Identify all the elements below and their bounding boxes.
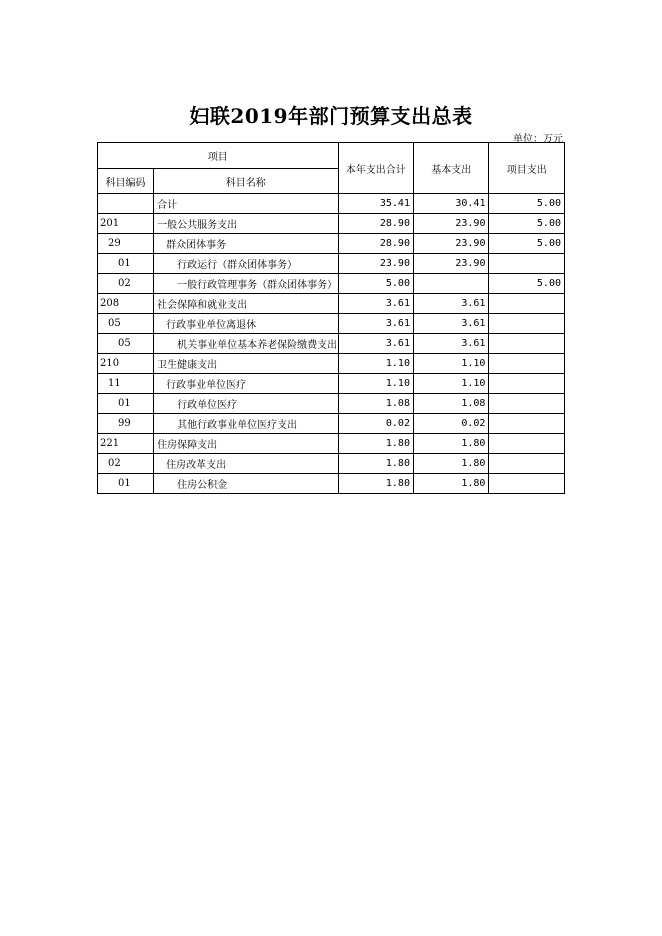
cell-name: 一般公共服务支出 [154,214,338,234]
table-row [98,214,565,234]
cell-code: 01 [98,394,154,414]
cell-name: 合计 [154,194,338,214]
cell-code: 210 [98,354,154,374]
table-row [98,314,565,334]
table-row [98,294,565,314]
cell-project: 5.00 [489,234,565,254]
cell-total: 1.10 [338,354,413,374]
cell-project [489,294,565,314]
table-row [98,194,565,214]
cell-project [489,474,565,494]
header-project: 项目支出 [489,143,565,194]
cell-name: 其他行政事业单位医疗支出 [154,414,338,434]
cell-code: 02 [98,274,154,294]
cell-project [489,254,565,274]
cell-code: 02 [98,454,154,474]
cell-name: 行政运行（群众团体事务） [154,254,338,274]
table-row [98,454,565,474]
cell-total: 5.00 [338,274,413,294]
cell-project [489,454,565,474]
cell-code: 01 [98,474,154,494]
table-row [98,374,565,394]
cell-name: 一般行政管理事务（群众团体事务） [154,274,338,294]
table-row [98,394,565,414]
cell-name: 住房改革支出 [154,454,338,474]
cell-code: 11 [98,374,154,394]
cell-basic: 1.10 [413,374,488,394]
cell-basic: 1.80 [413,454,488,474]
cell-code: 01 [98,254,154,274]
cell-total: 3.61 [338,294,413,314]
cell-basic: 1.80 [413,434,488,454]
cell-project [489,394,565,414]
cell-project [489,314,565,334]
cell-name: 卫生健康支出 [154,354,338,374]
header-name: 科目名称 [154,169,338,194]
cell-name: 机关事业单位基本养老保险缴费支出 [154,334,338,354]
cell-name: 行政单位医疗 [154,394,338,414]
cell-total: 3.61 [338,314,413,334]
cell-code: 208 [98,294,154,314]
cell-basic: 1.08 [413,394,488,414]
table-row [98,354,565,374]
cell-total: 1.08 [338,394,413,414]
table-body [98,194,565,494]
cell-name: 住房公积金 [154,474,338,494]
cell-code: 201 [98,214,154,234]
cell-total: 1.10 [338,374,413,394]
cell-code [98,194,154,214]
cell-basic: 30.41 [413,194,488,214]
cell-total: 0.02 [338,414,413,434]
cell-code: 05 [98,334,154,354]
cell-project [489,434,565,454]
cell-total: 23.90 [338,254,413,274]
cell-basic: 3.61 [413,334,488,354]
cell-project [489,374,565,394]
cell-name: 群众团体事务 [154,234,338,254]
header-basic: 基本支出 [413,143,488,194]
cell-total: 1.80 [338,474,413,494]
cell-basic: 23.90 [413,254,488,274]
cell-basic: 23.90 [413,234,488,254]
cell-code: 221 [98,434,154,454]
cell-project [489,354,565,374]
cell-code: 29 [98,234,154,254]
cell-total: 28.90 [338,214,413,234]
header-item: 项目 [98,143,339,169]
cell-project [489,414,565,434]
table-row [98,434,565,454]
budget-table [97,142,565,494]
cell-total: 35.41 [338,194,413,214]
cell-project: 5.00 [489,194,565,214]
table-row [98,274,565,294]
cell-name: 行政事业单位医疗 [154,374,338,394]
cell-basic: 3.61 [413,314,488,334]
header-row-1 [98,143,565,169]
cell-basic: 1.10 [413,354,488,374]
cell-project: 5.00 [489,274,565,294]
table-row [98,414,565,434]
cell-project [489,334,565,354]
cell-name: 行政事业单位离退休 [154,314,338,334]
cell-basic: 23.90 [413,214,488,234]
cell-code: 99 [98,414,154,434]
cell-total: 3.61 [338,334,413,354]
cell-basic: 0.02 [413,414,488,434]
table-row [98,234,565,254]
cell-basic [413,274,488,294]
cell-code: 05 [98,314,154,334]
cell-basic: 1.80 [413,474,488,494]
cell-name: 社会保障和就业支出 [154,294,338,314]
table-row [98,254,565,274]
header-code: 科目编码 [98,169,154,194]
unit-label: 单位：万元 [513,134,563,145]
cell-total: 28.90 [338,234,413,254]
table-row [98,474,565,494]
table-row [98,334,565,354]
cell-total: 1.80 [338,434,413,454]
page-title: 妇联2019年部门预算支出总表 [189,104,473,128]
cell-name: 住房保障支出 [154,434,338,454]
cell-project: 5.00 [489,214,565,234]
header-total: 本年支出合计 [338,143,413,194]
cell-total: 1.80 [338,454,413,474]
cell-basic: 3.61 [413,294,488,314]
